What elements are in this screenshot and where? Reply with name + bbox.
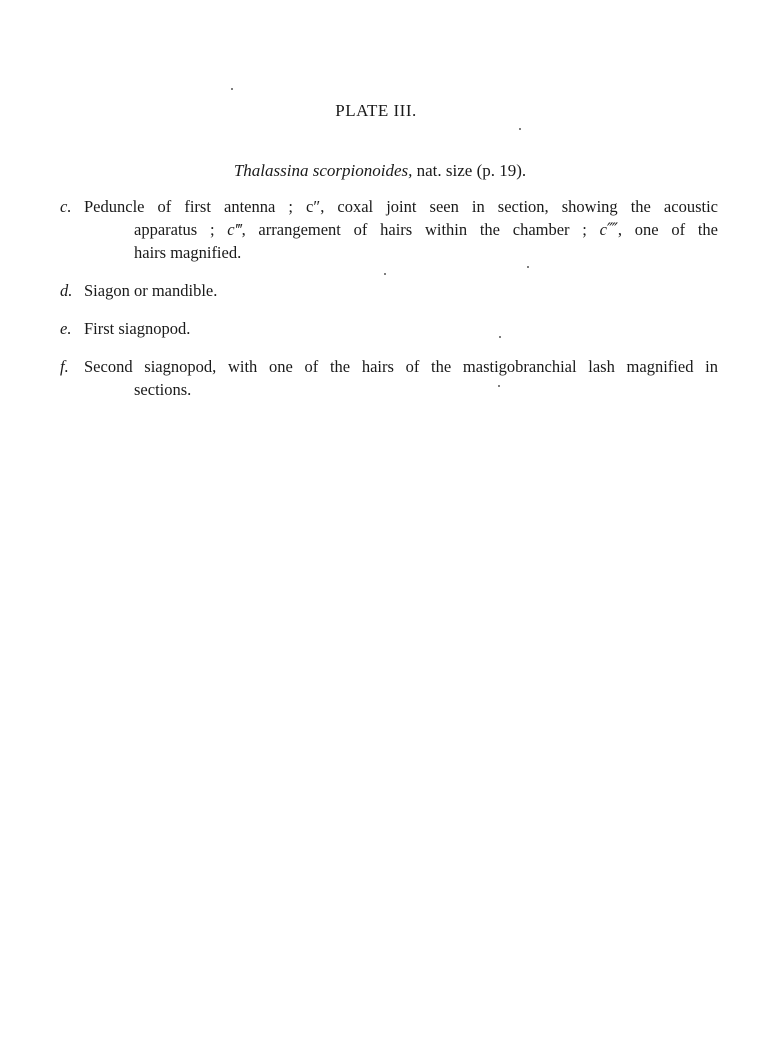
scan-speck <box>384 273 386 275</box>
scan-speck <box>519 128 521 130</box>
legend-entry-f <box>60 355 718 401</box>
entry-letter: c. <box>60 197 72 216</box>
scan-speck <box>231 88 233 90</box>
entry-letter: d. <box>60 281 73 300</box>
entry-line: Siagon or mandible. <box>84 281 218 300</box>
entry-letter: f. <box>60 357 69 376</box>
entry-variable: c⁗ <box>599 220 618 239</box>
entry-body <box>84 195 718 264</box>
legend-entry-c <box>60 195 718 264</box>
plate-subtitle-line <box>234 161 526 181</box>
legend-entry-d <box>60 279 718 302</box>
entry-continuation-line <box>84 218 718 241</box>
entry-continuation-line: hairs magnified. <box>134 243 242 262</box>
plate-subtitle <box>0 161 776 181</box>
subtitle-rest: nat. size (p. 19). <box>412 161 527 180</box>
entry-continuation-line: sections. <box>134 380 192 399</box>
entry-text: apparatus ; <box>134 220 228 239</box>
entry-text: , one of the <box>617 220 718 239</box>
entry-body <box>84 279 718 302</box>
entry-letter: e. <box>60 319 72 338</box>
scan-speck <box>499 336 501 338</box>
species-name: Thalassina scorpionoides, <box>233 161 413 180</box>
figure-legend-list <box>60 195 718 416</box>
scan-speck <box>527 266 529 268</box>
entry-line: First siagnopod. <box>84 319 191 338</box>
entry-line: Peduncle of first antenna ; c″, coxal joint seen in section, showing the acoustic <box>84 197 718 216</box>
entry-body <box>84 317 718 340</box>
plate-title <box>0 101 776 121</box>
entry-text: , arrangement of hairs within the chamber ; <box>241 220 600 239</box>
scan-speck <box>498 385 500 387</box>
entry-body <box>84 355 718 401</box>
legend-entry-e <box>60 317 718 340</box>
plate-title-text: PLATE III. <box>335 101 417 120</box>
entry-line: Second siagnopod, with one of the hairs of the mastigobranchial lash magnified in <box>84 357 718 376</box>
entry-variable: c‴ <box>227 220 242 239</box>
